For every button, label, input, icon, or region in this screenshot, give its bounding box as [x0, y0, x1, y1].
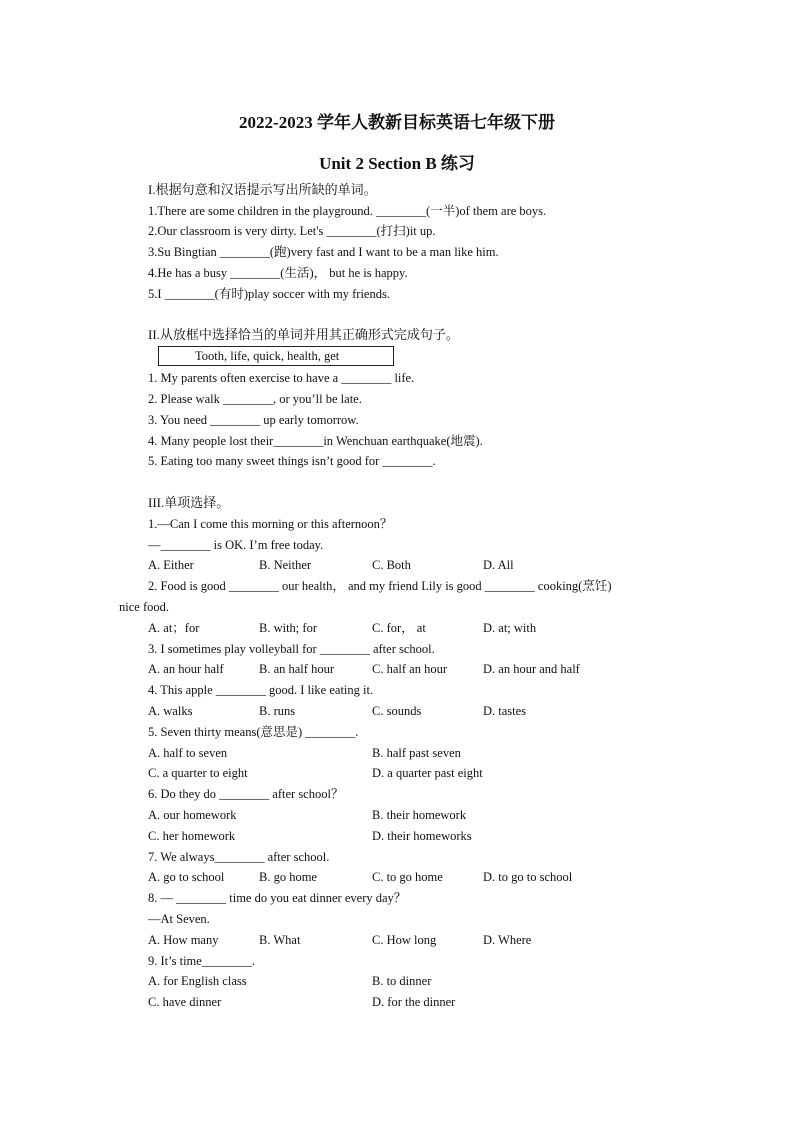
q3-option-a: A. an hour half: [148, 662, 224, 676]
s1-item-5: 5.I ________(有时)play soccer with my friends.: [148, 287, 390, 301]
q2-option-a: A. at；for: [148, 621, 200, 635]
q1-option-c: C. Both: [372, 558, 411, 572]
q3-stem: 3. I sometimes play volleyball for ________ after school.: [148, 642, 435, 656]
q9-option-b: B. to dinner: [372, 974, 432, 988]
q1-stem-2: —________ is OK. I’m free today.: [148, 538, 324, 552]
q7-option-d: D. to go to school: [483, 870, 573, 884]
q8-option-b: B. What: [259, 933, 301, 947]
q5-option-b: B. half past seven: [372, 746, 461, 760]
q9-option-a: A. for English class: [148, 974, 247, 988]
q7-option-a: A. go to school: [148, 870, 225, 884]
word-box: Tooth, life, quick, health, get: [158, 346, 394, 366]
s1-item-4: 4.He has a busy ________(生活)， but he is happy.: [148, 266, 408, 280]
s1-item-2: 2.Our classroom is very dirty. Let's ________(打扫)it up.: [148, 224, 436, 238]
section-1-heading: I.根据句意和汉语提示写出所缺的单词。: [148, 182, 377, 197]
q8-option-c: C. How long: [372, 933, 437, 947]
q5-option-d: D. a quarter past eight: [372, 766, 483, 780]
s2-item-3: 3. You need ________ up early tomorrow.: [148, 413, 359, 427]
section-2-heading: II.从放框中选择恰当的单词并用其正确形式完成句子。: [148, 327, 459, 342]
q1-option-b: B. Neither: [259, 558, 312, 572]
q2-option-d: D. at; with: [483, 621, 537, 635]
s2-item-1: 1. My parents often exercise to have a ________ life.: [148, 371, 415, 385]
q4-option-a: A. walks: [148, 704, 193, 718]
q6-stem: 6. Do they do ________ after school？: [148, 787, 344, 801]
q4-option-b: B. runs: [259, 704, 296, 718]
q1-option-a: A. Either: [148, 558, 194, 572]
q3-option-d: D. an hour and half: [483, 662, 580, 676]
page-subtitle: Unit 2 Section B 练习: [319, 154, 475, 173]
q2-stem-2: nice food.: [119, 600, 169, 614]
q4-option-d: D. tastes: [483, 704, 527, 718]
q7-option-b: B. go home: [259, 870, 317, 884]
q5-stem: 5. Seven thirty means(意思是) ________.: [148, 725, 359, 739]
q8-stem: 8. — ________ time do you eat dinner every day？: [148, 891, 407, 905]
q2-option-b: B. with; for: [259, 621, 317, 635]
q5-option-c: C. a quarter to eight: [148, 766, 248, 780]
q4-option-c: C. sounds: [372, 704, 422, 718]
q9-stem: 9. It’s time________.: [148, 954, 255, 968]
q7-option-c: C. to go home: [372, 870, 443, 884]
page-title: 2022-2023 学年人教新目标英语七年级下册: [239, 113, 555, 132]
q4-stem: 4. This apple ________ good. I like eating it.: [148, 683, 374, 697]
q9-option-c: C. have dinner: [148, 995, 222, 1009]
s2-item-2: 2. Please walk ________, or you’ll be late.: [148, 392, 362, 406]
s2-item-5: 5. Eating too many sweet things isn’t good for ________.: [148, 454, 436, 468]
s2-item-4: 4. Many people lost their________in Wenchuan earthquake(地震).: [148, 434, 483, 448]
q2-option-c: C. for， at: [372, 621, 426, 635]
q6-option-b: B. their homework: [372, 808, 467, 822]
q7-stem: 7. We always________ after school.: [148, 850, 330, 864]
q8-stem-2: —At Seven.: [148, 912, 210, 926]
q6-option-d: D. their homeworks: [372, 829, 472, 843]
s1-item-1: 1.There are some children in the playground. ________(一半)of them are boys.: [148, 204, 547, 218]
q8-option-d: D. Where: [483, 933, 532, 947]
q6-option-a: A. our homework: [148, 808, 237, 822]
q6-option-c: C. her homework: [148, 829, 236, 843]
q1-option-d: D. All: [483, 558, 514, 572]
q3-option-c: C. half an hour: [372, 662, 447, 676]
q8-option-a: A. How many: [148, 933, 219, 947]
q2-stem: 2. Food is good ________ our health， and my friend Lily is good ________ cooking(烹饪): [148, 579, 612, 593]
q3-option-b: B. an half hour: [259, 662, 334, 676]
s1-item-3: 3.Su Bingtian ________(跑)very fast and I want to be a man like him.: [148, 245, 499, 259]
q1-stem: 1.—Can I come this morning or this afternoon？: [148, 517, 393, 531]
q9-option-d: D. for the dinner: [372, 995, 456, 1009]
q5-option-a: A. half to seven: [148, 746, 228, 760]
section-3-heading: III.单项选择。: [148, 495, 230, 510]
